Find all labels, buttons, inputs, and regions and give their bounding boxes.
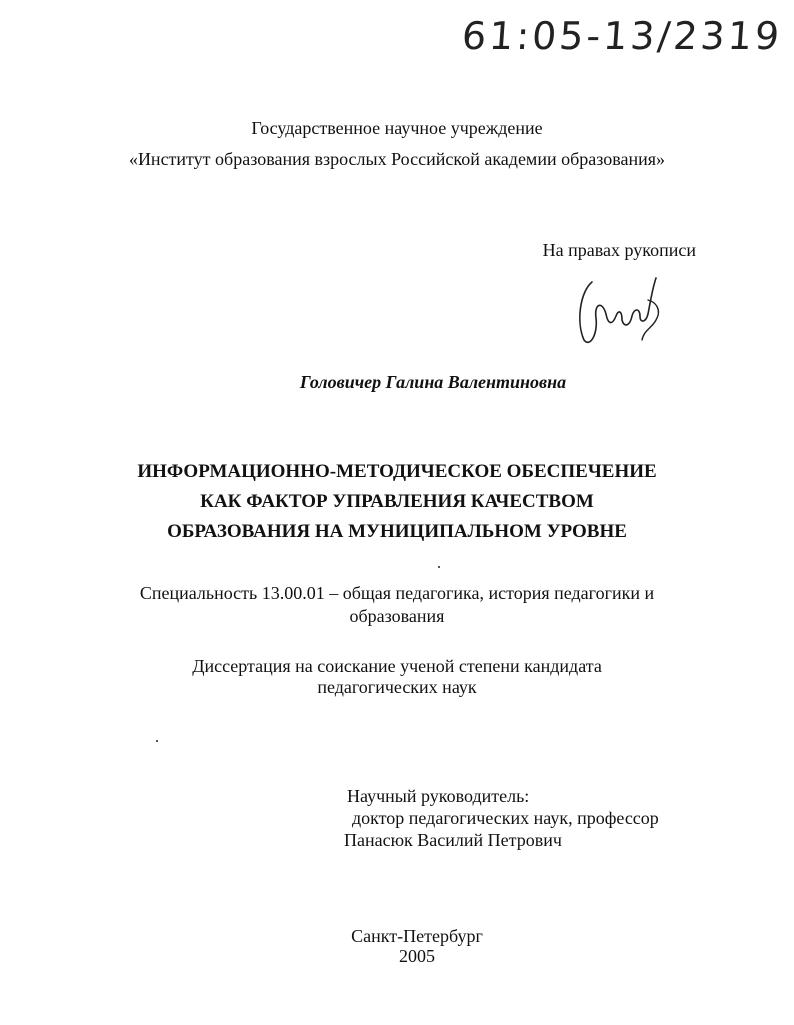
institution-line-2: «Институт образования взрослых Российской академии образования» — [128, 149, 666, 169]
scan-speck — [156, 740, 158, 742]
city: Санкт-Петербург — [351, 926, 483, 946]
manuscript-note: На правах рукописи — [542, 240, 696, 260]
title-line-3: ОБРАЗОВАНИЯ НА МУНИЦИПАЛЬНОМ УРОВНЕ — [167, 521, 627, 542]
scan-speck — [438, 566, 440, 568]
title-line-1: ИНФОРМАЦИОННО-МЕТОДИЧЕСКОЕ ОБЕСПЕЧЕНИЕ — [137, 461, 657, 482]
dissertation-line-2: педагогических наук — [317, 677, 477, 697]
institution-line-1: Государственное научное учреждение — [251, 118, 543, 138]
dissertation-line-1: Диссертация на соискание ученой степени кандидата — [192, 656, 602, 676]
author-name: Головичер Галина Валентиновна — [299, 372, 567, 392]
specialty-line-1: Специальность 13.00.01 – общая педагогика, история педагогики и — [139, 583, 655, 603]
title-line-2: КАК ФАКТОР УПРАВЛЕНИЯ КАЧЕСТВОМ — [200, 491, 594, 512]
archive-stamp-number: 61:05-13/2319 — [460, 14, 784, 58]
supervisor-label: Научный руководитель: — [347, 786, 530, 806]
supervisor-degree: доктор педагогических наук, профессор — [352, 808, 659, 828]
year: 2005 — [399, 946, 435, 966]
supervisor-name: Панасюк Василий Петрович — [344, 830, 562, 850]
signature — [572, 270, 672, 350]
specialty-line-2: образования — [349, 606, 445, 626]
